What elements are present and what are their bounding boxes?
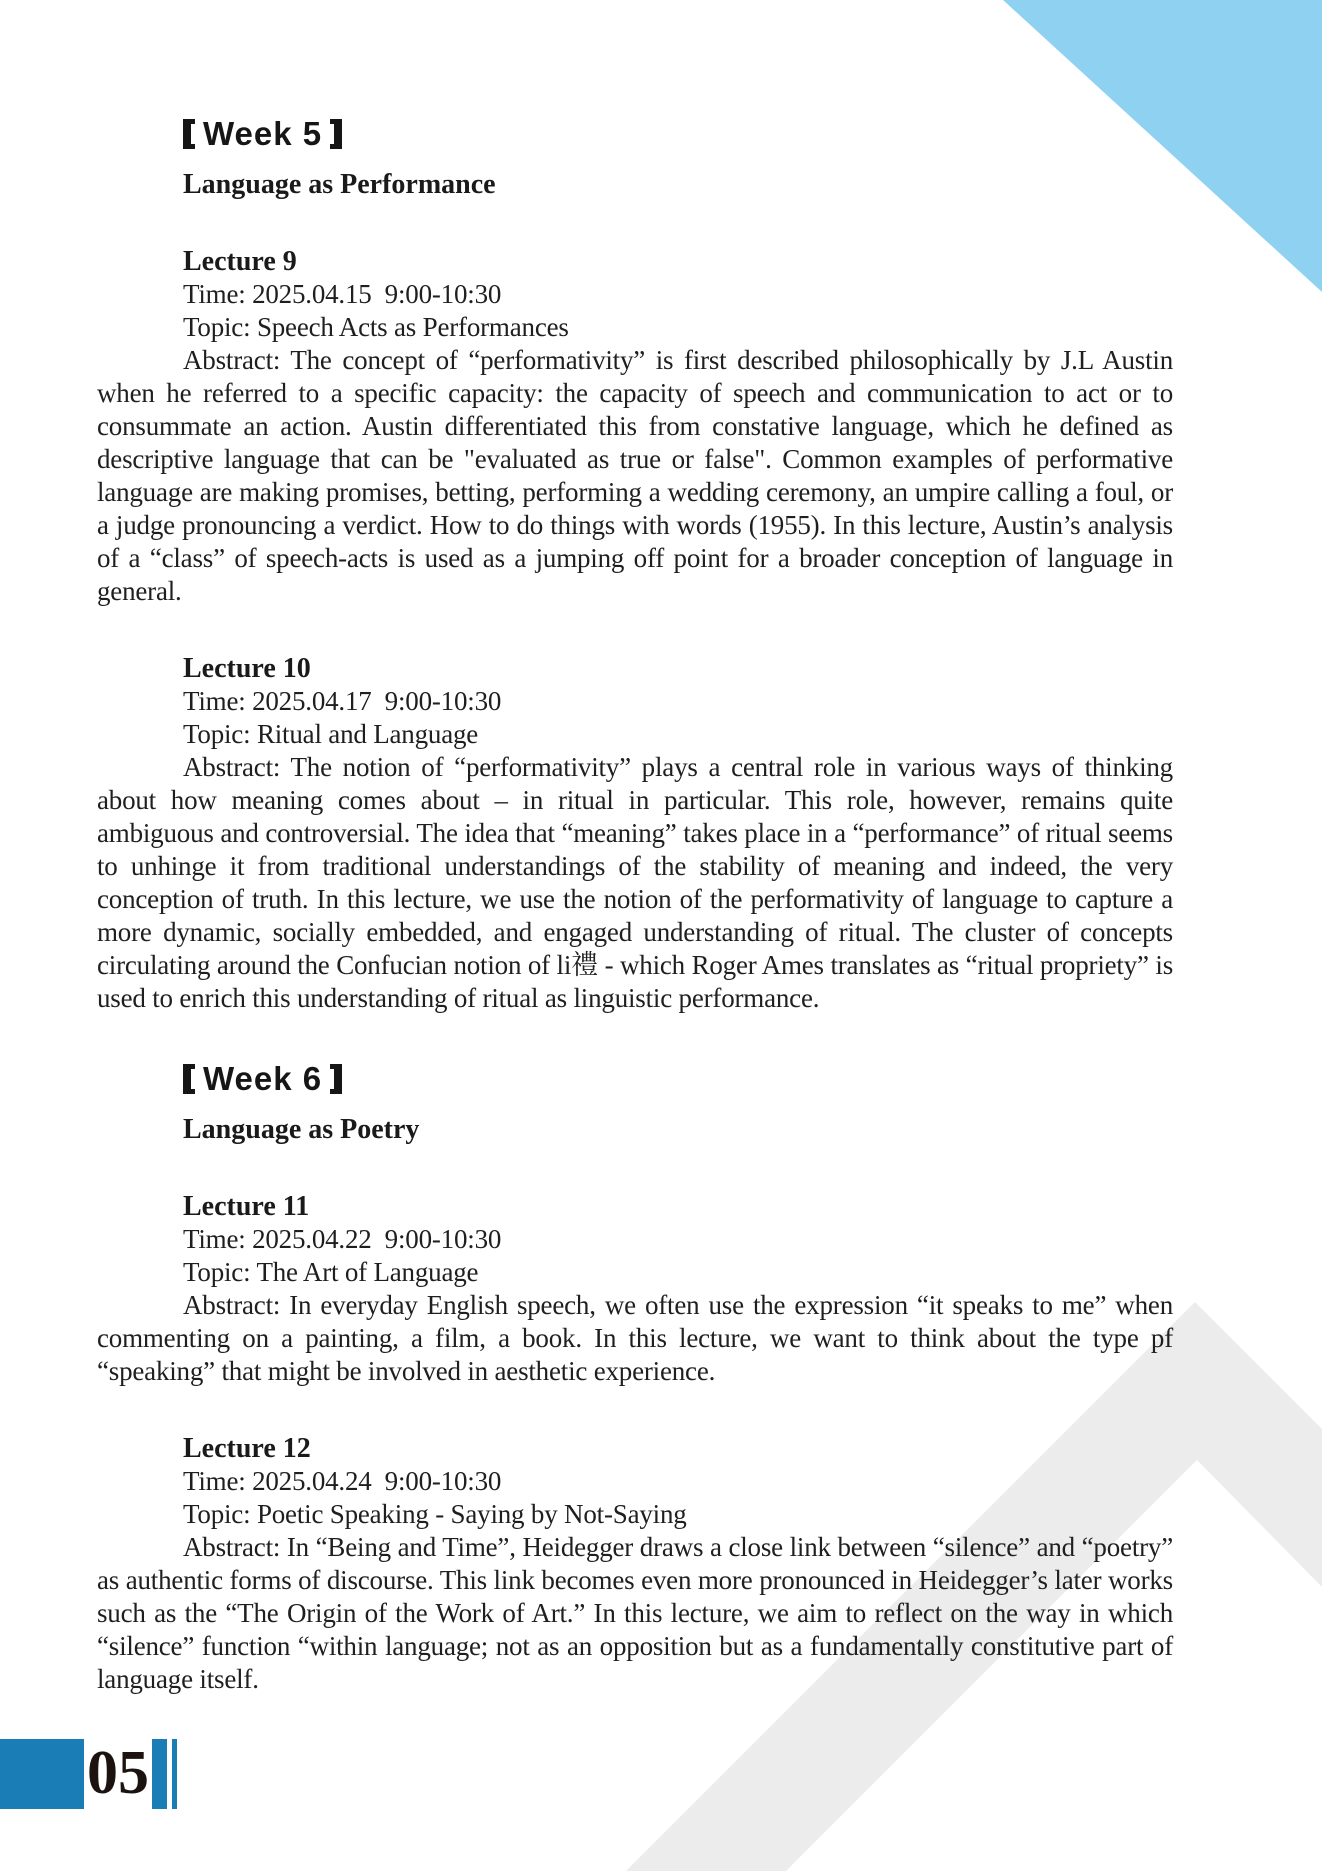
page-number-bar [0, 1739, 84, 1809]
lecture-9-abstract: Abstract: The concept of “performativity” is first described philosophically by J.L Austin when he referred to a specific capacity: the capacity of speech and communication to act or to consummate an action. Austin differentiated this from constative language, which he defined as descriptive language that can be "evaluated as true or false". Common examples of performative language are making promises, betting, performing a wedding ceremony, an umpire calling a foul, or a judge pronouncing a verdict. How to do things with words (1955). In this lecture, Austin’s analysis of a “class” of speech-acts is used as a jumping off point for a broader conception of language in general. [97, 345, 1173, 606]
week-5-subtitle: Language as Performance [183, 169, 496, 200]
lecture-9-time: Time: 2025.04.15 9:00-10:30 [183, 279, 502, 309]
lecture-10-time: Time: 2025.04.17 9:00-10:30 [183, 686, 502, 716]
week-6-title [97, 1060, 1173, 1098]
lecture-11-heading: Lecture 11 [183, 1191, 310, 1222]
page-number-block [152, 1739, 167, 1809]
week-5-title-label: Week 5 [203, 115, 323, 152]
lecture-12-time: Time: 2025.04.24 9:00-10:30 [183, 1466, 502, 1496]
lecture-9-topic: Topic: Speech Acts as Performances [183, 312, 569, 342]
page-number-line [172, 1739, 177, 1809]
page-content [97, 0, 1173, 1696]
lecture-10-heading: Lecture 10 [183, 653, 311, 684]
lecture-11-time: Time: 2025.04.22 9:00-10:30 [183, 1224, 502, 1254]
lecture-10-abstract: Abstract: The notion of “performativity” plays a central role in various ways of thinking about how meaning comes about – in ritual in particular. This role, however, remains quite ambiguous and controversial. The idea that “meaning” takes place in a “performance” of ritual seems to unhinge it from traditional understandings of the stability of meaning and indeed, the very conception of truth. In this lecture, we use the notion of the performativity of language to capture a more dynamic, socially embedded, and engaged understanding of ritual. The cluster of concepts circulating around the Confucian notion of li禮 - which Roger Ames translates as “ritual propriety” is used to enrich this understanding of ritual as linguistic performance. [97, 752, 1173, 1013]
lecture-10-topic: Topic: Ritual and Language [183, 719, 479, 749]
lecture-12-topic: Topic: Poetic Speaking - Saying by Not-Saying [183, 1499, 687, 1529]
week-6-subtitle: Language as Poetry [183, 1114, 420, 1145]
lenticular-bracket-right-icon [330, 1064, 342, 1094]
week-6-title-label: Week 6 [203, 1060, 323, 1097]
week-5-title [97, 115, 1173, 153]
lecture-12-abstract: Abstract: In “Being and Time”, Heidegger draws a close link between “silence” and “poetry” as authentic forms of discourse. This link becomes even more pronounced in Heidegger’s later works such as the “The Origin of the Work of Art.” In this lecture, we aim to reflect on the way in which “silence” function “within language; not as an opposition but as a fundamentally constitutive part of language itself. [97, 1532, 1173, 1694]
lenticular-bracket-right-icon [330, 119, 342, 149]
lenticular-bracket-left-icon [183, 1064, 195, 1094]
lecture-9-heading: Lecture 9 [183, 246, 297, 277]
lecture-12-heading: Lecture 12 [183, 1433, 311, 1464]
lenticular-bracket-left-icon [183, 119, 195, 149]
lecture-11-topic: Topic: The Art of Language [183, 1257, 479, 1287]
page-number: 05 [87, 1739, 149, 1807]
lecture-11-abstract: Abstract: In everyday English speech, we often use the expression “it speaks to me” when commenting on a painting, a film, a book. In this lecture, we want to think about the type pf “speaking” that might be involved in aesthetic experience. [97, 1290, 1173, 1386]
